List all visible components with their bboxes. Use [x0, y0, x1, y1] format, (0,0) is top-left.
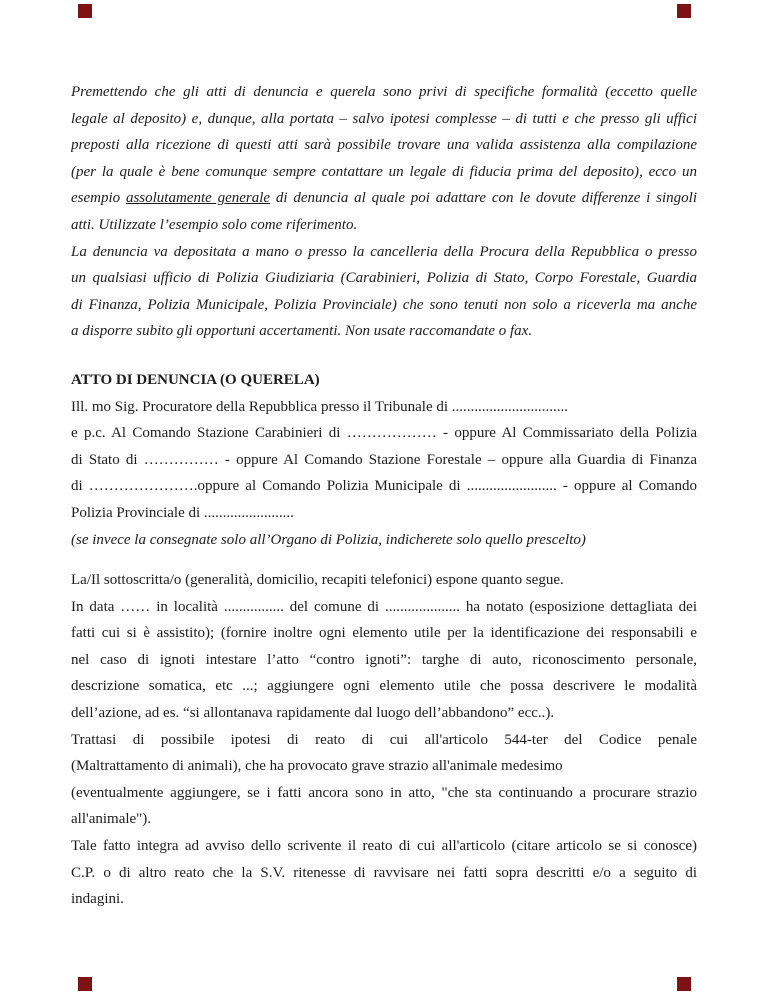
text-line: (eventualmente aggiungere, se i fatti ancora sono in atto, "che sta continuando a procurare strazio	[71, 784, 697, 801]
document-content	[71, 79, 697, 913]
text-line: ATTO DI DENUNCIA (O QUERELA)	[71, 371, 320, 388]
text-line	[71, 185, 697, 212]
text-line: Ill. mo Sig. Procuratore della Repubblica presso il Tribunale di ...............................	[71, 398, 569, 415]
text-line: La/Il sottoscritta/o (generalità, domicilio, recapiti telefonici) espone quanto segue.	[71, 572, 564, 589]
text-line: indagini.	[71, 891, 124, 908]
text-line: (Maltrattamento di animali), che ha provocato grave strazio all'animale medesimo	[71, 758, 563, 775]
offence-paragraph	[71, 727, 697, 780]
text-segment: di denuncia al quale poi adattare con le dovute differenze i singoli	[270, 190, 697, 207]
text-line: di Finanza, Polizia Municipale, Polizia Provinciale) che sono tenuti non solo a riceverla ma anche	[71, 296, 697, 313]
note-line	[71, 527, 697, 554]
text-line: (se invece la consegnate solo all’Organo di Polizia, indicherete solo quello prescelto)	[71, 531, 586, 548]
text-line: Polizia Provinciale di ........................	[71, 504, 294, 521]
text-line: all'animale").	[71, 811, 152, 828]
corner-mark-top-left	[78, 4, 92, 18]
text-line: di Stato di …………… - oppure Al Comando Stazione Forestale – oppure alla Guardia di Finanza	[71, 451, 697, 468]
text-line: Tale fatto integra ad avviso dello scrivente il reato di cui all'articolo (citare articolo se si conosce)	[71, 838, 697, 855]
document-title	[71, 367, 697, 394]
ongoing-facts-paragraph	[71, 780, 697, 833]
text-line: preposti alla ricezione di questi atti sarà possibile trovare una valida assistenza alla compilazione	[71, 137, 697, 154]
corner-mark-bottom-right	[677, 977, 691, 991]
text-line: legale al deposito) e, dunque, alla portata – salvo ipotesi complesse – di tutti e che presso gli uffici	[71, 110, 697, 127]
facts-paragraph	[71, 594, 697, 727]
text-line: C.P. o di altro reato che la S.V. ritenesse di ravvisare nei fatti sopra descritti e/o a seguito di	[71, 864, 697, 881]
text-segment: esempio	[71, 190, 126, 207]
underlined-text: assolutamente generale	[125, 190, 271, 207]
text-line: La denuncia va depositata a mano o presso la cancelleria della Procura della Repubblica o presso	[71, 243, 697, 260]
text-line: di ………………….oppure al Comando Polizia Municipale di ........................ - oppure al Comando	[71, 478, 697, 495]
conclusion-paragraph	[71, 833, 697, 913]
text-line: In data …… in località ................ del comune di .................... ha notato (esposizione dettagliata dei	[71, 598, 697, 615]
corner-mark-bottom-left	[78, 977, 92, 991]
text-line: un qualsiasi ufficio di Polizia Giudiziaria (Carabinieri, Polizia di Stato, Corpo Forestale, Guardia	[71, 270, 697, 287]
text-line: (per la quale è bene comunque sempre contattare un legale di fiducia prima del deposito), ecco un	[71, 163, 697, 180]
text-line: Premettendo che gli atti di denuncia e querela sono privi di specifiche formalità (eccetto quelle	[71, 84, 697, 100]
text-line: a disporre subito gli opportuni accertamenti. Non usate raccomandate o fax.	[71, 323, 533, 340]
declarant-line	[71, 567, 697, 594]
text-line: atti. Utilizzate l’esempio solo come riferimento.	[71, 216, 358, 233]
addressee-line	[71, 394, 697, 421]
cc-addressees-paragraph	[71, 420, 697, 526]
text-line: Trattasi di possibile ipotesi di reato di cui all'articolo 544-ter del Codice penale	[71, 731, 697, 748]
intro-paragraph	[71, 79, 697, 239]
text-line: e p.c. Al Comando Stazione Carabinieri di ……………… - oppure Al Commissariato della Polizia	[71, 425, 697, 442]
text-line: nel caso di ignoti intestare l’atto “contro ignoti”: targhe di auto, riconoscimento personale,	[71, 651, 697, 668]
deposit-instructions-paragraph	[71, 239, 697, 345]
text-line: descrizione somatica, etc ...; aggiungere ogni elemento utile che possa descrivere le modalità	[71, 678, 697, 695]
text-line: fatti cui si è assistito); (fornire inoltre ogni elemento utile per la identificazione dei responsabili e	[71, 625, 697, 642]
text-line: dell’azione, ad es. “si allontanava rapidamente dal luogo dell’abbandono” ecc..).	[71, 705, 555, 722]
corner-mark-top-right	[677, 4, 691, 18]
